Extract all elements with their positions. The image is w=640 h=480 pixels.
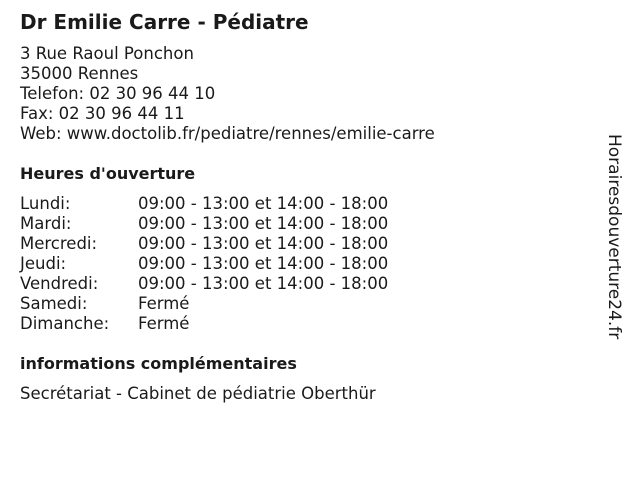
fax-number: Fax: 02 30 96 44 11 [20, 104, 185, 123]
info-heading: informations complémentaires [20, 354, 297, 373]
hours-value: Fermé [138, 314, 190, 333]
hours-value: 09:00 - 13:00 et 14:00 - 18:00 [138, 214, 389, 233]
website: Web: www.doctolib.fr/pediatre/rennes/emilie-carre [20, 124, 435, 143]
hours-row-friday [20, 274, 388, 294]
hours-value: Fermé [138, 294, 190, 313]
hours-value: 09:00 - 13:00 et 14:00 - 18:00 [138, 274, 389, 293]
hours-table [20, 194, 388, 334]
site-watermark: Horairesdouverture24.fr [604, 134, 624, 340]
address-block [20, 44, 435, 144]
hours-value: 09:00 - 13:00 et 14:00 - 18:00 [138, 254, 389, 273]
day-label: Dimanche: [20, 314, 110, 333]
street-address: 3 Rue Raoul Ponchon [20, 44, 194, 63]
day-label: Mercredi: [20, 234, 98, 253]
hours-row-tuesday [20, 214, 388, 234]
day-label: Vendredi: [20, 274, 99, 293]
hours-value: 09:00 - 13:00 et 14:00 - 18:00 [138, 194, 389, 213]
phone-number: Telefon: 02 30 96 44 10 [20, 84, 216, 103]
hours-row-thursday [20, 254, 388, 274]
hours-heading: Heures d'ouverture [20, 164, 196, 183]
day-label: Samedi: [20, 294, 88, 313]
info-text: Secrétariat - Cabinet de pédiatrie Oberthür [20, 384, 376, 403]
day-label: Jeudi: [20, 254, 67, 273]
hours-row-monday [20, 194, 388, 214]
hours-row-wednesday [20, 234, 388, 254]
page-title: Dr Emilie Carre - Pédiatre [20, 10, 309, 34]
hours-row-saturday [20, 294, 388, 314]
day-label: Lundi: [20, 194, 71, 213]
day-label: Mardi: [20, 214, 72, 233]
hours-value: 09:00 - 13:00 et 14:00 - 18:00 [138, 234, 389, 253]
city-address: 35000 Rennes [20, 64, 139, 83]
hours-row-sunday [20, 314, 388, 334]
